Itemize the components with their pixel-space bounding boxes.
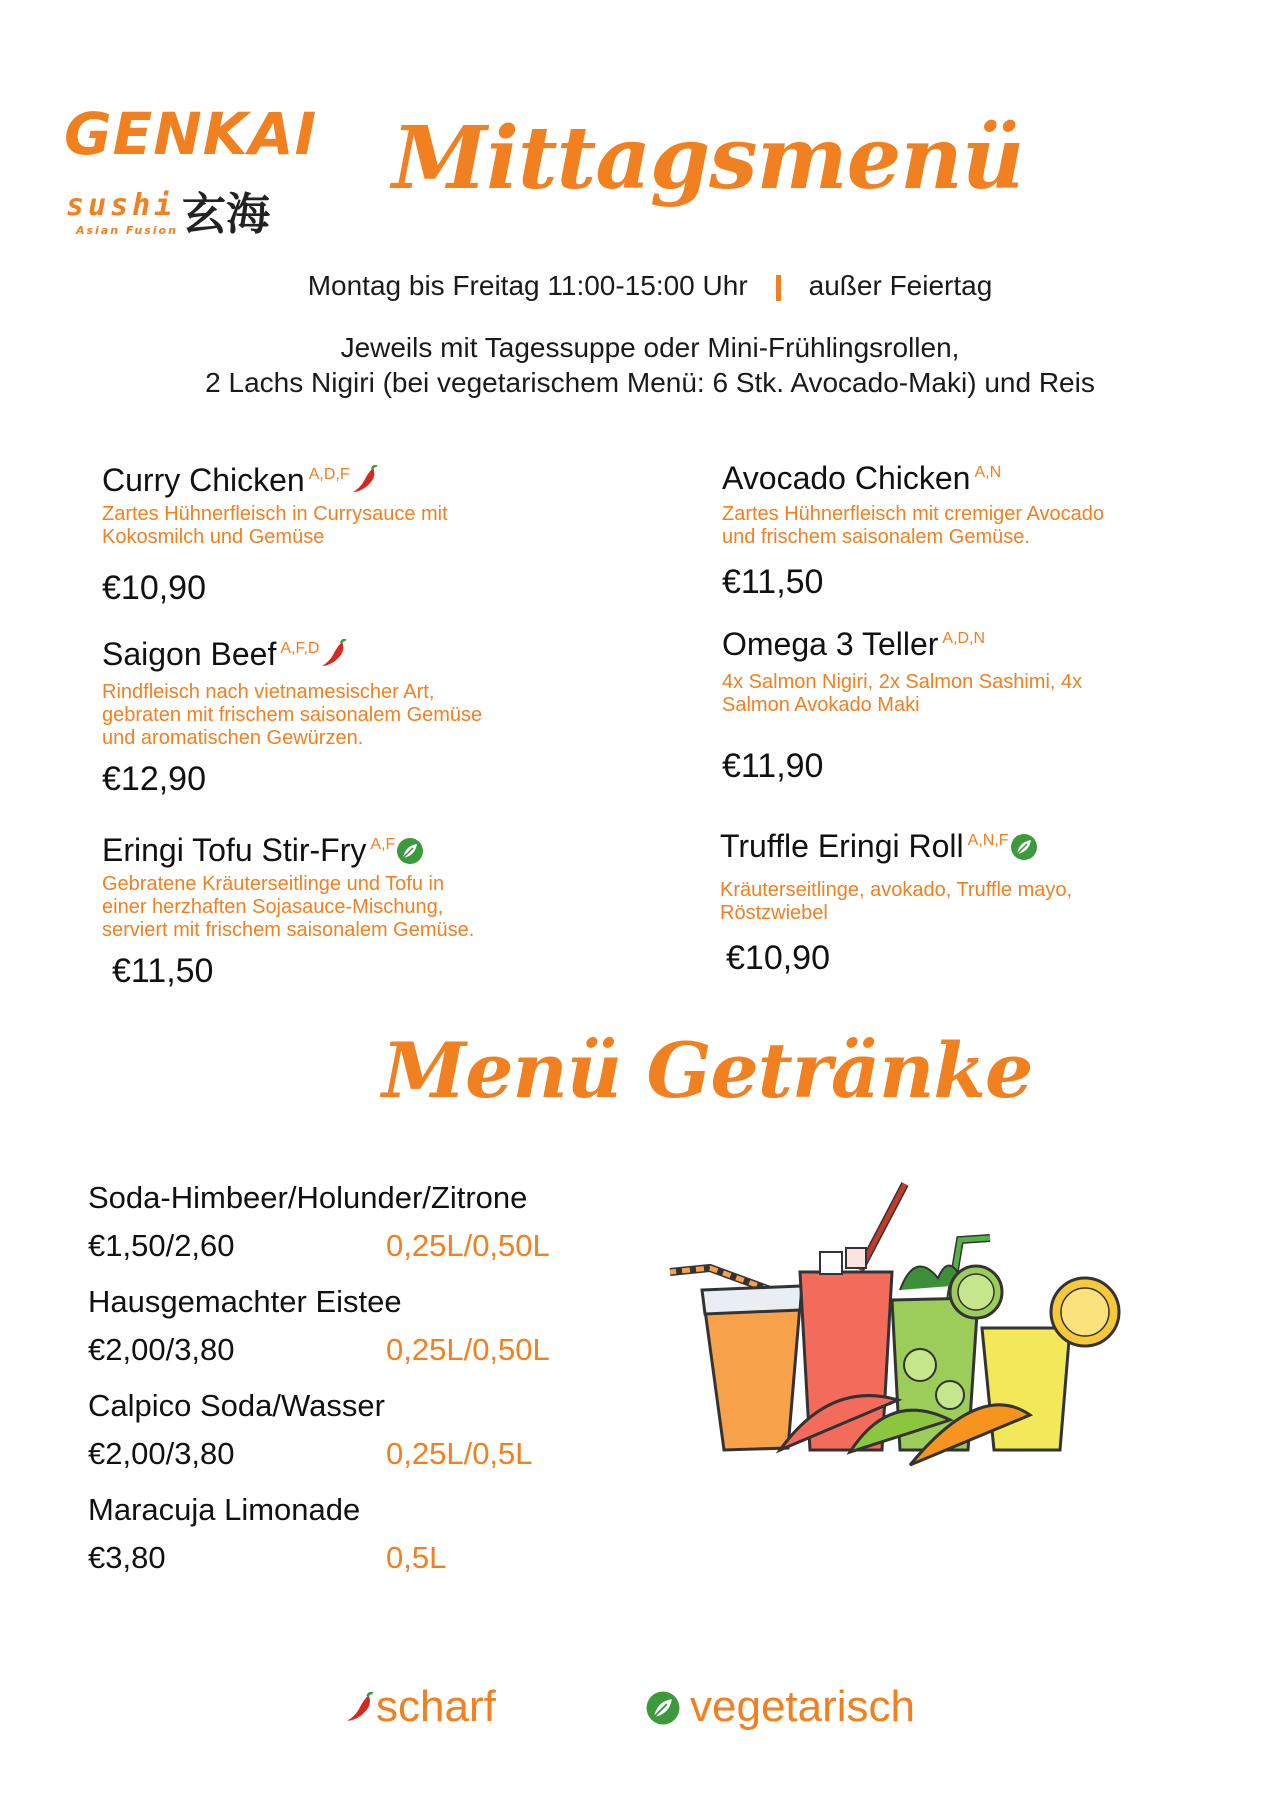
leaf-icon [395, 832, 425, 868]
drinks-illustration [660, 1180, 1130, 1490]
drink-name: Soda-Himbeer/Holunder/Zitrone [88, 1180, 528, 1215]
dish-desc: Gebratene Kräuterseitlinge und Tofu in einer herzhaften Sojasauce-Mischung, serviert mit frischem saisonalem Gemüse. [102, 873, 475, 941]
drink-item [88, 1180, 608, 1284]
dish-omega-3-teller [722, 626, 1242, 786]
drink-item [88, 1492, 608, 1596]
allergen-codes: A,F [370, 836, 396, 854]
dish-desc: Zartes Hühnerfleisch mit cremiger Avocado und frischem saisonalem Gemüse. [722, 503, 1105, 548]
dish-name: Truffle Eringi Roll $^{A,N,F}$ [720, 828, 1240, 865]
dish-desc: Rindfleisch nach vietnamesischer Art, gebraten mit frischem saisonalem Gemüse und aromatischen Gewürzen. [102, 681, 483, 749]
leaf-icon [644, 1708, 682, 1725]
logo-sushi: sushi [66, 188, 177, 223]
drink-size: 0,5L [386, 1540, 447, 1575]
dish-truffle-eringi-roll [720, 828, 1240, 978]
dish-price: €11,90 [722, 747, 824, 785]
separator-bar [776, 275, 781, 301]
dish-name: Curry Chicken $^{A,D,F}$ [102, 462, 662, 499]
dish-name: Avocado Chicken $^{A,N}$ [722, 460, 1002, 496]
dish-name: Saigon Beef $^{A,F,D}$ [102, 636, 662, 673]
drink-size: 0,25L/0,50L [386, 1332, 550, 1367]
dish-desc: 4x Salmon Nigiri, 2x Salmon Sashimi, 4x Salmon Avokado Maki [722, 671, 1083, 716]
leaf-icon [1009, 828, 1039, 864]
intro-line-1: Jeweils mit Tagessuppe oder Mini-Frühlingsrollen, [340, 332, 960, 363]
dish-saigon-beef [102, 636, 662, 799]
drink-name: Calpico Soda/Wasser [88, 1388, 385, 1423]
chili-icon [319, 636, 349, 672]
dish-curry-chicken [102, 462, 662, 608]
chili-icon [350, 462, 380, 498]
drinks-list [88, 1180, 608, 1596]
drink-name: Maracuja Limonade [88, 1492, 361, 1527]
allergen-codes: A,D,F [308, 466, 350, 484]
legend-veg-label: vegetarisch [690, 1682, 916, 1731]
legend-spicy [344, 1682, 496, 1732]
genkai-logo [64, 100, 318, 240]
hours-days: Montag bis Freitag 11:00-15:00 Uhr [307, 270, 748, 301]
intro-line-2: 2 Lachs Nigiri (bei vegetarischem Menü: 6 Stk. Avocado-Maki) und Reis [205, 367, 1095, 398]
dish-price: €10,90 [726, 939, 830, 977]
logo-tagline: Asian Fusion [76, 224, 178, 237]
drink-name: Hausgemachter Eistee [88, 1284, 402, 1319]
drink-size: 0,25L/0,5L [386, 1436, 533, 1471]
logo-brand: GENKAI [64, 100, 318, 168]
drinks-title: Menü Getränke [382, 1026, 1033, 1115]
dish-name: Eringi Tofu Stir-Fry $^{A,F}$ [102, 832, 662, 869]
drink-item [88, 1284, 608, 1388]
dish-price: €11,50 [722, 563, 824, 601]
logo-kanji: 玄海 [182, 189, 270, 240]
chili-icon [344, 1708, 376, 1725]
dish-price: €10,90 [102, 569, 206, 607]
legend-spicy-label: scharf [376, 1682, 496, 1731]
allergen-codes: A,N,F [967, 832, 1009, 850]
dish-price: €11,50 [112, 952, 214, 990]
drink-price: €3,80 [88, 1540, 166, 1575]
drink-item [88, 1388, 608, 1492]
legend-vegetarian [644, 1682, 915, 1732]
allergen-codes: A,F,D [280, 640, 320, 658]
dish-desc: Kräuterseitlinge, avokado, Truffle mayo, Röstzwiebel [720, 879, 1073, 924]
dish-avocado-chicken [722, 460, 1242, 602]
opening-hours [0, 270, 1280, 302]
dish-desc: Zartes Hühnerfleisch in Currysauce mit Kokosmilch und Gemüse [102, 503, 448, 548]
allergen-codes: A,N [974, 464, 1002, 482]
dish-eringi-tofu [102, 832, 662, 991]
drink-price: €1,50/2,60 [88, 1228, 235, 1263]
drink-price: €2,00/3,80 [88, 1332, 235, 1367]
allergen-codes: A,D,N [942, 630, 986, 648]
drink-size: 0,25L/0,50L [386, 1228, 550, 1263]
dish-name: Omega 3 Teller $^{A,D,N}$ [722, 626, 986, 662]
page-title: Mittagsmenü [392, 108, 1024, 209]
dish-price: €12,90 [102, 760, 206, 798]
hours-exception: außer Feiertag [808, 270, 993, 301]
drink-price: €2,00/3,80 [88, 1436, 235, 1471]
